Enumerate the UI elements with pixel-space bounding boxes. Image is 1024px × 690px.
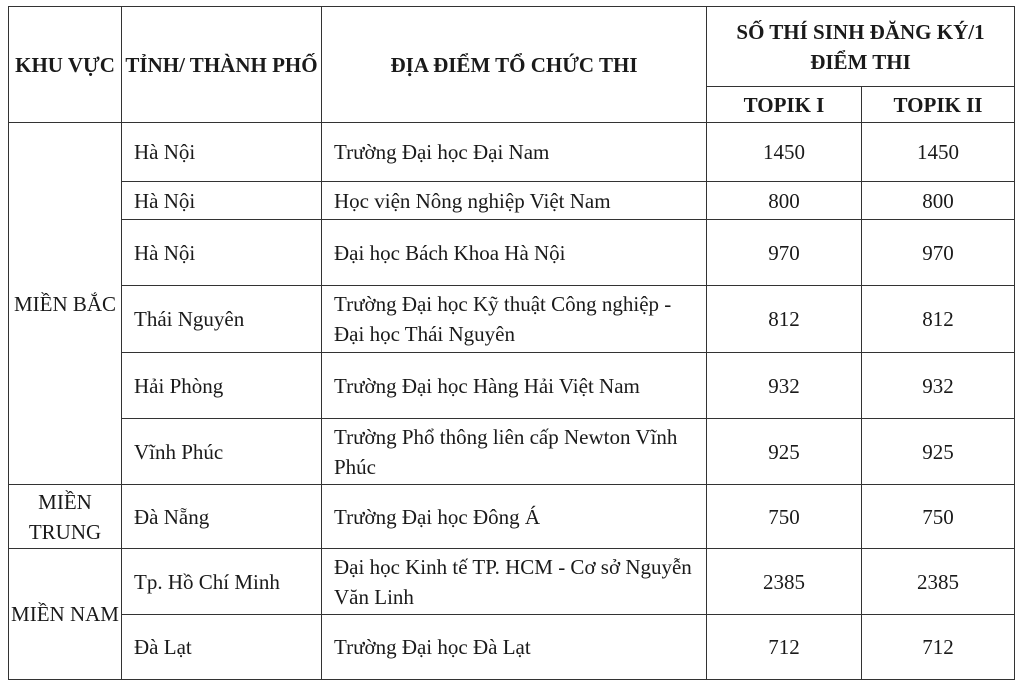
- exam-venue-table: [8, 6, 1015, 680]
- region-south: MIỀN NAM: [9, 549, 122, 680]
- region-central: MIỀN TRUNG: [9, 485, 122, 549]
- venue-cell: Trường Đại học Đà Lạt: [322, 615, 707, 680]
- province-cell: Đà Lạt: [122, 615, 322, 680]
- table-row: [9, 485, 1015, 549]
- header-province: TỈNH/ THÀNH PHỐ: [122, 7, 322, 123]
- province-cell: Tp. Hồ Chí Minh: [122, 549, 322, 615]
- topik2-count-cell: 2385: [862, 549, 1015, 615]
- venue-cell: Trường Đại học Hàng Hải Việt Nam: [322, 353, 707, 419]
- topik1-count-cell: 750: [707, 485, 862, 549]
- table-row: [9, 123, 1015, 182]
- topik1-count-cell: 2385: [707, 549, 862, 615]
- venue-cell: Đại học Bách Khoa Hà Nội: [322, 220, 707, 286]
- venue-cell: Đại học Kinh tế TP. HCM - Cơ sở Nguyễn Văn Linh: [322, 549, 707, 615]
- table-row: [9, 549, 1015, 615]
- topik1-count-cell: 800: [707, 182, 862, 220]
- header-venue: ĐỊA ĐIỂM TỔ CHỨC THI: [322, 7, 707, 123]
- table-row: [9, 419, 1015, 485]
- table-row: [9, 286, 1015, 353]
- province-cell: Đà Nẵng: [122, 485, 322, 549]
- topik1-count-cell: 812: [707, 286, 862, 353]
- venue-cell: Học viện Nông nghiệp Việt Nam: [322, 182, 707, 220]
- topik2-count-cell: 712: [862, 615, 1015, 680]
- venue-cell: Trường Đại học Đại Nam: [322, 123, 707, 182]
- topik2-count-cell: 925: [862, 419, 1015, 485]
- venue-cell: Trường Đại học Kỹ thuật Công nghiệp - Đại học Thái Nguyên: [322, 286, 707, 353]
- exam-venue-table-wrapper: [8, 6, 1015, 680]
- topik2-count-cell: 1450: [862, 123, 1015, 182]
- province-cell: Hà Nội: [122, 220, 322, 286]
- topik1-count-cell: 932: [707, 353, 862, 419]
- topik1-count-cell: 1450: [707, 123, 862, 182]
- topik2-count-cell: 750: [862, 485, 1015, 549]
- topik2-count-cell: 970: [862, 220, 1015, 286]
- topik2-count-cell: 932: [862, 353, 1015, 419]
- topik1-count-cell: 712: [707, 615, 862, 680]
- table-row: [9, 353, 1015, 419]
- province-cell: Hải Phòng: [122, 353, 322, 419]
- header-topik1: TOPIK I: [707, 87, 862, 123]
- topik2-count-cell: 800: [862, 182, 1015, 220]
- province-cell: Vĩnh Phúc: [122, 419, 322, 485]
- table-row: [9, 182, 1015, 220]
- topik1-count-cell: 970: [707, 220, 862, 286]
- topik2-count-cell: 812: [862, 286, 1015, 353]
- header-candidate-count: SỐ THÍ SINH ĐĂNG KÝ/1 ĐIỂM THI: [707, 7, 1015, 87]
- venue-cell: Trường Đại học Đông Á: [322, 485, 707, 549]
- venue-cell: Trường Phổ thông liên cấp Newton Vĩnh Phúc: [322, 419, 707, 485]
- header-topik2: TOPIK II: [862, 87, 1015, 123]
- province-cell: Hà Nội: [122, 182, 322, 220]
- region-north: MIỀN BẮC: [9, 123, 122, 485]
- topik1-count-cell: 925: [707, 419, 862, 485]
- province-cell: Hà Nội: [122, 123, 322, 182]
- table-row: [9, 220, 1015, 286]
- province-cell: Thái Nguyên: [122, 286, 322, 353]
- header-region: KHU VỰC: [9, 7, 122, 123]
- table-row: [9, 615, 1015, 680]
